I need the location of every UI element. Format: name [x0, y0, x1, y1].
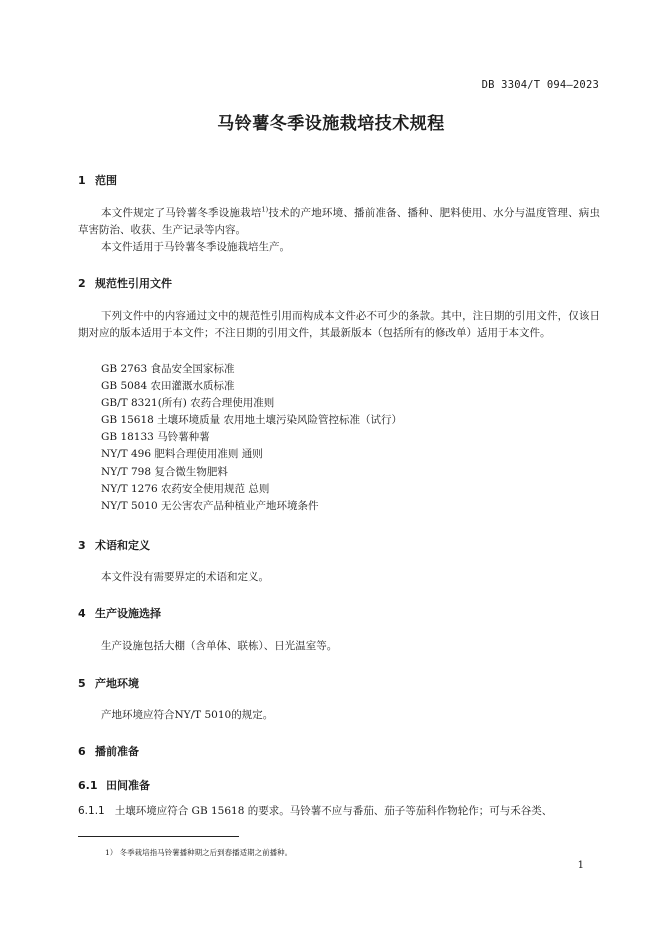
document-title: 马铃薯冬季设施栽培技术规程	[217, 114, 445, 134]
clause-text: 土壤环境应符合 GB 15618 的要求。马铃薯不应与番茄、茄子等茄科作物轮作；可与禾谷类、	[114, 805, 553, 817]
section-6-heading	[78, 743, 139, 759]
reference-item: GB 18133 马铃薯种薯	[101, 431, 210, 443]
reference-item: NY/T 1276 农药安全使用规范 总则	[101, 483, 270, 495]
reference-item: NY/T 5010 无公害农产品种植业产地环境条件	[101, 500, 319, 512]
footnote-marker: 1)	[261, 205, 269, 214]
footnote: 1） 冬季栽培指马铃薯播种期之后到春播适期之前播种。	[105, 848, 293, 857]
section-title: 生产设施选择	[95, 607, 161, 620]
section-title: 术语和定义	[95, 539, 150, 552]
section-3-paragraph: 本文件没有需要界定的术语和定义。	[101, 571, 269, 583]
section-number: 6	[78, 745, 86, 758]
clause-6-1-1	[78, 803, 600, 818]
paragraph-text: 技术的产地环境、播前准备、播种、肥料使用、水分与温度管理、病虫草害防治、收获、生产记录等内容。	[78, 207, 601, 237]
section-number: 3	[78, 539, 86, 552]
footnote-separator	[78, 836, 239, 837]
reference-item: GB 2763 食品安全国家标准	[101, 363, 235, 375]
subsection-6-1-heading	[78, 777, 150, 793]
section-3-heading	[78, 537, 150, 553]
section-title: 产地环境	[95, 677, 139, 690]
document-number: DB 3304/T 094—2023	[481, 79, 599, 91]
section-4-paragraph: 生产设施包括大棚（含单体、联栋）、日光温室等。	[101, 640, 338, 652]
reference-item: GB 15618 土壤环境质量 农用地土壤污染风险管控标准（试行）	[101, 414, 403, 426]
paragraph-text: 本文件规定了马铃薯冬季设施栽培	[101, 207, 262, 219]
page-number: 1	[577, 860, 584, 871]
section-1-heading	[78, 172, 117, 188]
subsection-title: 田间准备	[106, 779, 150, 792]
section-title: 规范性引用文件	[95, 277, 172, 290]
subsection-number: 6.1	[78, 779, 98, 792]
section-2-heading	[78, 275, 172, 291]
section-number: 5	[78, 677, 86, 690]
reference-item: GB 5084 农田灌溉水质标准	[101, 380, 235, 392]
section-1-paragraph-2: 本文件适用于马铃薯冬季设施栽培生产。	[101, 241, 290, 253]
section-number: 4	[78, 607, 86, 620]
section-number: 2	[78, 277, 86, 290]
section-4-heading	[78, 605, 161, 621]
clause-number: 6.1.1	[78, 805, 105, 817]
section-number: 1	[78, 174, 86, 187]
section-2-intro: 下列文件中的内容通过文中的规范性引用而构成本文件必不可少的条款。其中，注日期的引用文件，仅该日期对应的版本适用于本文件；不注日期的引用文件，其最新版本（包括所有的修改单）适用于本文件。	[78, 310, 600, 340]
section-title: 播前准备	[95, 745, 139, 758]
section-1-paragraph-1	[78, 205, 600, 240]
reference-item: NY/T 496 肥料合理使用准则 通则	[101, 448, 263, 460]
section-title: 范围	[95, 174, 117, 187]
section-5-heading	[78, 675, 139, 691]
reference-item: NY/T 798 复合微生物肥料	[101, 466, 228, 478]
section-5-paragraph: 产地环境应符合NY/T 5010的规定。	[101, 709, 274, 721]
reference-item: GB/T 8321(所有) 农药合理使用准则	[101, 397, 275, 409]
